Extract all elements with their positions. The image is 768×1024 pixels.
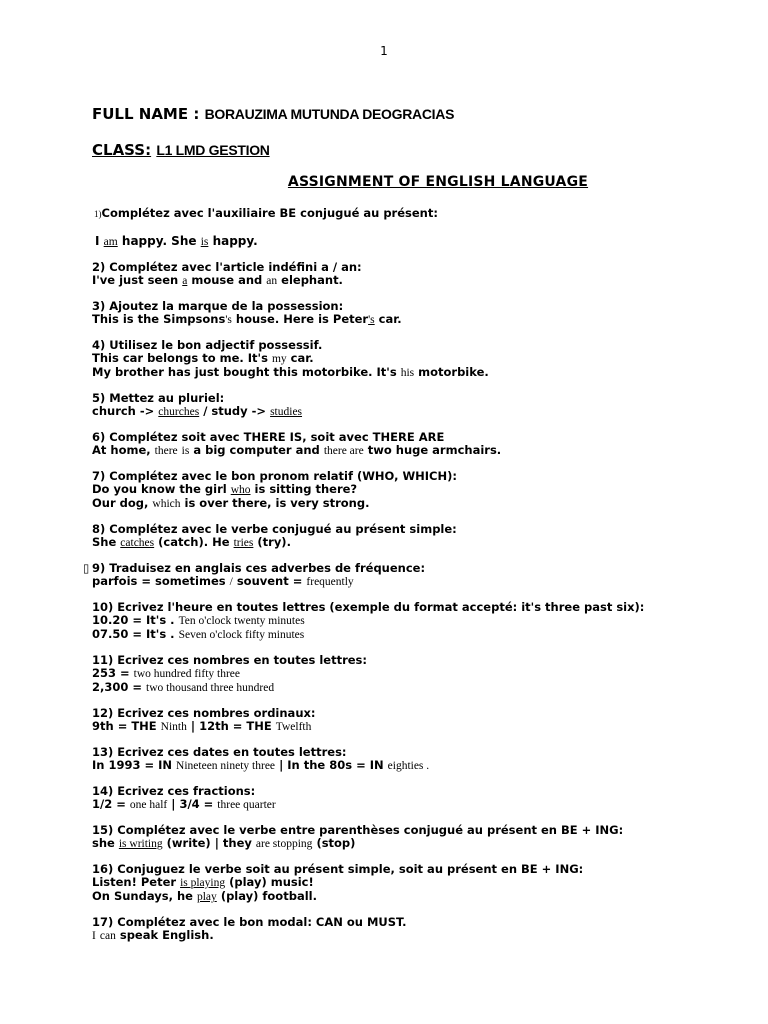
prompt-text: 253 = [92,666,130,680]
answer-line [92,614,732,628]
answer-line [92,405,732,419]
prompt-text: (write) | they [166,836,252,850]
answer-text: tries [233,537,254,549]
prompt-text: she [92,836,115,850]
answer-text: there [154,445,178,457]
answer-text: eighties . [387,760,430,772]
question-heading [94,207,732,221]
question-14 [92,785,732,812]
question-heading: 6) Complétez soit avec THERE IS, soit avec THERE ARE [92,430,445,444]
question-10 [92,601,732,642]
answer-line [92,720,732,734]
answer-text: Ninth [160,721,187,733]
answer-text: am [103,236,118,248]
prompt-text: (try). [257,535,291,549]
prompt-text: Our dog, [92,496,149,510]
prompt-text: My brother has just bought this motorbike. It's [92,365,397,379]
prompt-text: I [95,234,100,248]
question-9 [83,561,732,589]
prompt-text: happy. She [121,234,197,248]
answer-text: 's [368,314,375,326]
answer-text: play [196,891,217,903]
question-number: 1) [94,209,102,219]
question-heading: 15) Complétez avec le verbe entre parenthèses conjugué au présent en BE + ING: [92,823,624,837]
prompt-text: This car belongs to me. It's [92,351,268,365]
prompt-text: On Sundays, he [92,889,193,903]
answer-line [92,497,732,511]
prompt-text: 1/2 = [92,797,126,811]
question-7 [92,470,732,511]
prompt-text: church -> [92,404,155,418]
answer-text: which [152,498,181,510]
prompt-text: Listen! Peter [92,875,177,889]
answer-text: 's [225,314,232,326]
question-1 [92,207,732,249]
full-name-line [92,105,454,123]
answer-line [92,890,732,904]
answer-text: a [182,275,188,287]
prompt-text: Do you know the girl [92,482,227,496]
class-label: CLASS: [92,141,152,159]
answer-text: two hundred fifty three [133,668,241,680]
prompt-text: | 3/4 = [171,797,214,811]
answer-line [92,798,732,812]
question-13 [92,746,732,773]
question-heading: 12) Ecrivez ces nombres ordinaux: [92,706,316,720]
answer-text: my [271,353,287,365]
prompt-text: speak English. [119,928,214,942]
answer-text: Nineteen ninety three [176,760,276,772]
answer-line [92,837,732,851]
answer-text: catches [120,537,155,549]
prompt-text: She [92,535,117,549]
question-3 [92,300,732,327]
margin-marker: ▯ [83,561,90,575]
question-5 [92,392,732,419]
answer-line [92,274,732,288]
prompt-text: 07.50 = It's . [92,627,175,641]
answer-text: his [400,367,415,379]
separator: / [229,576,233,588]
answer-line [92,759,732,773]
class-line [92,141,270,159]
prompt-text: I [92,930,96,942]
question-8 [92,523,732,550]
answer-text: an [266,275,278,287]
document-title: ASSIGNMENT OF ENGLISH LANGUAGE [287,174,589,190]
question-heading: 7) Complétez avec le bon pronom relatif (WHO, WHICH): [92,469,457,483]
prompt-text: This is the Simpsons [92,312,226,326]
prompt-text: car. [290,351,314,365]
prompt-text: / study -> [203,404,267,418]
prompt-text: happy. [212,234,258,248]
page-number: 1 [380,44,388,58]
prompt-text: elephant. [281,273,343,287]
answer-line [92,483,732,497]
answer-line [95,235,732,249]
question-6 [92,431,732,458]
prompt-text: souvent = [236,574,303,588]
answer-line [92,575,732,589]
answer-text: is [200,236,209,248]
prompt-text: is over there, is very strong. [184,496,370,510]
prompt-text: | 12th = THE [190,719,272,733]
question-heading: 14) Ecrivez ces fractions: [92,784,256,798]
prompt-text: car. [378,312,402,326]
question-heading: 5) Mettez au pluriel: [92,391,225,405]
answer-text: frequently [306,576,354,588]
question-heading: 17) Complétez avec le bon modal: CAN ou MUST. [92,915,407,929]
answer-line [92,313,732,327]
prompt-text: a big computer and [193,443,320,457]
prompt-text: is sitting there? [254,482,358,496]
class-value: L1 LMD GESTION [156,142,270,158]
full-name-label: FULL NAME : [92,105,200,123]
prompt-text: (play) music! [229,875,314,889]
question-17 [92,916,732,943]
answer-text: there are [323,445,364,457]
prompt-text: mouse and [191,273,263,287]
prompt-text: 9th = THE [92,719,157,733]
answer-text: studies [270,406,303,418]
answer-line [92,366,732,380]
question-12 [92,707,732,734]
assignment-questions [83,206,732,955]
question-15 [92,824,732,851]
question-heading: 4) Utilisez le bon adjectif possessif. [92,338,323,352]
prompt-text: 10.20 = It's . [92,613,175,627]
prompt-text: At home, [92,443,151,457]
prompt-text: two huge armchairs. [367,443,502,457]
question-heading: 13) Ecrivez ces dates en toutes lettres: [92,745,347,759]
question-heading: 10) Ecrivez l'heure en toutes lettres (exemple du format accepté: it's three past six): [92,600,645,614]
prompt-text: | In the 80s = IN [279,758,384,772]
answer-line [92,876,732,890]
answer-text: Twelfth [275,721,312,733]
answer-line [92,536,732,550]
prompt-text: I've just seen [92,273,179,287]
answer-text: is playing [180,877,226,889]
prompt-text: In 1993 = IN [92,758,173,772]
answer-line [92,352,732,366]
question-11 [92,654,732,695]
question-heading: 11) Ecrivez ces nombres en toutes lettres: [92,653,368,667]
answer-text: two thousand three hundred [146,682,275,694]
answer-text: Ten o'clock twenty minutes [178,615,305,627]
question-2 [92,261,732,288]
prompt-text: (catch). He [158,535,230,549]
answer-text: churches [158,406,200,418]
answer-line [92,444,732,458]
answer-text: one half [129,799,168,811]
prompt-text: parfois = sometimes [92,574,226,588]
question-heading: 16) Conjuguez le verbe soit au présent simple, soit au présent en BE + ING: [92,862,584,876]
question-text: Complétez avec l'auxiliaire BE conjugué au présent: [101,206,438,220]
answer-line [92,681,732,695]
prompt-text: (play) football. [220,889,317,903]
prompt-text: (stop) [316,836,356,850]
answer-text: is writing [118,838,163,850]
question-heading: 3) Ajoutez la marque de la possession: [92,299,344,313]
question-heading: 9) Traduisez en anglais ces adverbes de fréquence: [92,561,426,575]
prompt-text: house. Here is Peter [235,312,369,326]
prompt-text: motorbike. [418,365,489,379]
answer-text: is [181,445,190,457]
full-name-value: BORAUZIMA MUTUNDA DEOGRACIAS [204,106,455,122]
question-4 [92,339,732,380]
question-heading: 2) Complétez avec l'article indéfini a / an: [92,260,362,274]
answer-line [92,628,732,642]
question-16 [92,863,732,904]
prompt-text: 2,300 = [92,680,143,694]
answer-text: are stopping [255,838,313,850]
answer-text: three quarter [217,799,276,811]
question-heading: 8) Complétez avec le verbe conjugué au présent simple: [92,522,457,536]
answer-line [92,929,732,943]
answer-text: who [230,484,251,496]
answer-line [92,667,732,681]
answer-text: can [99,930,116,942]
answer-text: Seven o'clock fifty minutes [178,629,305,641]
